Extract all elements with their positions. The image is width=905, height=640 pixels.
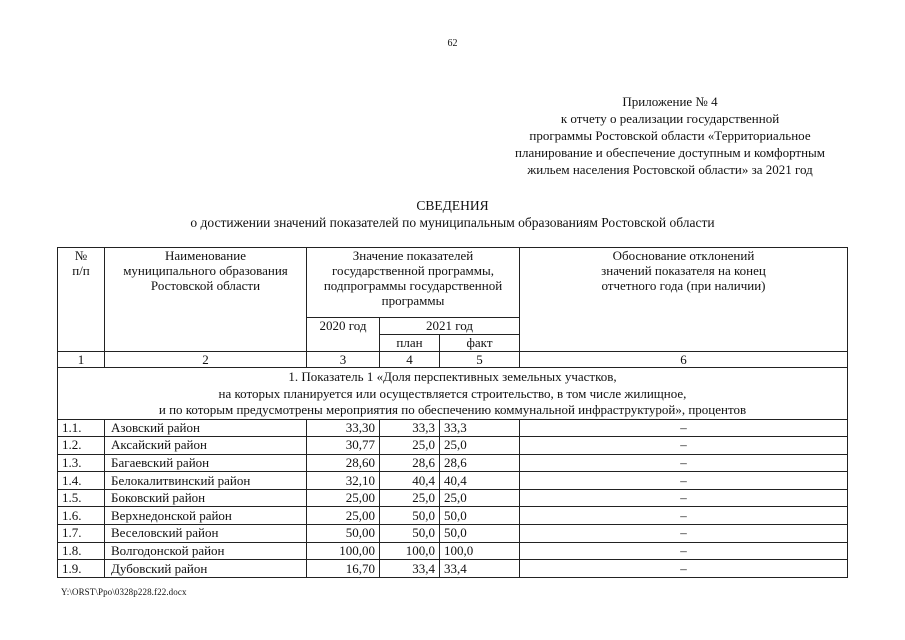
row-2020-value: 100,00 <box>307 542 380 560</box>
header-num <box>58 248 105 352</box>
row-fact-value: 28,6 <box>440 454 520 472</box>
row-fact-value: 50,0 <box>440 507 520 525</box>
row-fact-value: 25,0 <box>440 489 520 507</box>
footer-file-path: Y:\ORST\Ppo\0328p228.f22.docx <box>61 587 187 597</box>
row-2020-value: 16,70 <box>307 560 380 578</box>
row-num: 1.1. <box>58 419 105 437</box>
table-row <box>58 437 848 455</box>
row-note: – <box>520 454 848 472</box>
document-subtitle: о достижении значений показателей по муниципальным образованиям Ростовской области <box>190 215 715 230</box>
column-number: 3 <box>307 352 380 368</box>
row-fact-value: 25,0 <box>440 437 520 455</box>
column-number: 5 <box>440 352 520 368</box>
appendix-line: планирование и обеспечение доступным и комфортным <box>515 145 825 160</box>
row-note: – <box>520 542 848 560</box>
header-values <box>307 248 520 318</box>
header-name-text: Наименование муниципального образования Ростовской области <box>123 248 288 293</box>
row-name: Белокалитвинский район <box>105 472 307 490</box>
row-2020-value: 25,00 <box>307 489 380 507</box>
header-plan: план <box>380 335 440 352</box>
row-plan-value: 100,0 <box>380 542 440 560</box>
row-plan-value: 40,4 <box>380 472 440 490</box>
row-name: Аксайский район <box>105 437 307 455</box>
appendix-line: к отчету о реализации государственной <box>560 111 780 126</box>
table-row <box>58 542 848 560</box>
row-plan-value: 50,0 <box>380 525 440 543</box>
appendix-line: программы Ростовской области «Территориальное <box>529 128 811 143</box>
appendix-line: жильем населения Ростовской области» за 2021 год <box>527 162 813 177</box>
row-num: 1.8. <box>58 542 105 560</box>
row-note: – <box>520 419 848 437</box>
table-row <box>58 454 848 472</box>
row-2020-value: 33,30 <box>307 419 380 437</box>
table-row <box>58 489 848 507</box>
section-title-text: 1. Показатель 1 «Доля перспективных земельных участков, на которых планируется или осуществляется строительство, в том числе жилищное, и по которым предусмотрены мероприятия по обеспечению коммунальной инфраструктурой», процентов <box>158 369 747 417</box>
header-values-text: Значение показателей государственной программы, подпрограммы государственной программы <box>323 248 503 308</box>
row-fact-value: 33,4 <box>440 560 520 578</box>
appendix-header <box>470 93 870 178</box>
header-justification-text: Обоснование отклонений значений показателя на конец отчетного года (при наличии) <box>601 248 766 293</box>
page-number: 62 <box>447 38 458 49</box>
row-plan-value: 25,0 <box>380 489 440 507</box>
appendix-line: Приложение № 4 <box>622 94 718 109</box>
header-num-text: № п/п <box>72 248 90 278</box>
row-name: Багаевский район <box>105 454 307 472</box>
row-name: Верхнедонской район <box>105 507 307 525</box>
row-num: 1.3. <box>58 454 105 472</box>
row-fact-value: 33,3 <box>440 419 520 437</box>
section-title <box>58 368 848 420</box>
row-note: – <box>520 525 848 543</box>
table-row <box>58 525 848 543</box>
row-name: Веселовский район <box>105 525 307 543</box>
row-name: Боковский район <box>105 489 307 507</box>
row-note: – <box>520 560 848 578</box>
header-justification <box>520 248 848 352</box>
column-number: 2 <box>105 352 307 368</box>
row-2020-value: 25,00 <box>307 507 380 525</box>
document-title: СВЕДЕНИЯ <box>416 198 489 213</box>
column-number: 4 <box>380 352 440 368</box>
row-name: Дубовский район <box>105 560 307 578</box>
row-num: 1.7. <box>58 525 105 543</box>
column-number: 6 <box>520 352 848 368</box>
row-plan-value: 50,0 <box>380 507 440 525</box>
table-row <box>58 507 848 525</box>
row-plan-value: 25,0 <box>380 437 440 455</box>
table-row <box>58 472 848 490</box>
row-note: – <box>520 507 848 525</box>
row-note: – <box>520 472 848 490</box>
row-num: 1.2. <box>58 437 105 455</box>
row-2020-value: 32,10 <box>307 472 380 490</box>
row-name: Азовский район <box>105 419 307 437</box>
row-fact-value: 50,0 <box>440 525 520 543</box>
row-note: – <box>520 489 848 507</box>
row-num: 1.9. <box>58 560 105 578</box>
table-row <box>58 419 848 437</box>
header-fact: факт <box>440 335 520 352</box>
row-fact-value: 40,4 <box>440 472 520 490</box>
table-row <box>58 560 848 578</box>
row-num: 1.6. <box>58 507 105 525</box>
row-2020-value: 28,60 <box>307 454 380 472</box>
column-number: 1 <box>58 352 105 368</box>
header-name <box>105 248 307 352</box>
header-year-2020: 2020 год <box>307 318 380 352</box>
row-name: Волгодонской район <box>105 542 307 560</box>
header-year-2021: 2021 год <box>380 318 520 335</box>
row-plan-value: 33,3 <box>380 419 440 437</box>
row-2020-value: 50,00 <box>307 525 380 543</box>
row-plan-value: 28,6 <box>380 454 440 472</box>
row-num: 1.4. <box>58 472 105 490</box>
row-fact-value: 100,0 <box>440 542 520 560</box>
row-note: – <box>520 437 848 455</box>
row-2020-value: 30,77 <box>307 437 380 455</box>
row-num: 1.5. <box>58 489 105 507</box>
indicators-table <box>57 247 848 578</box>
row-plan-value: 33,4 <box>380 560 440 578</box>
